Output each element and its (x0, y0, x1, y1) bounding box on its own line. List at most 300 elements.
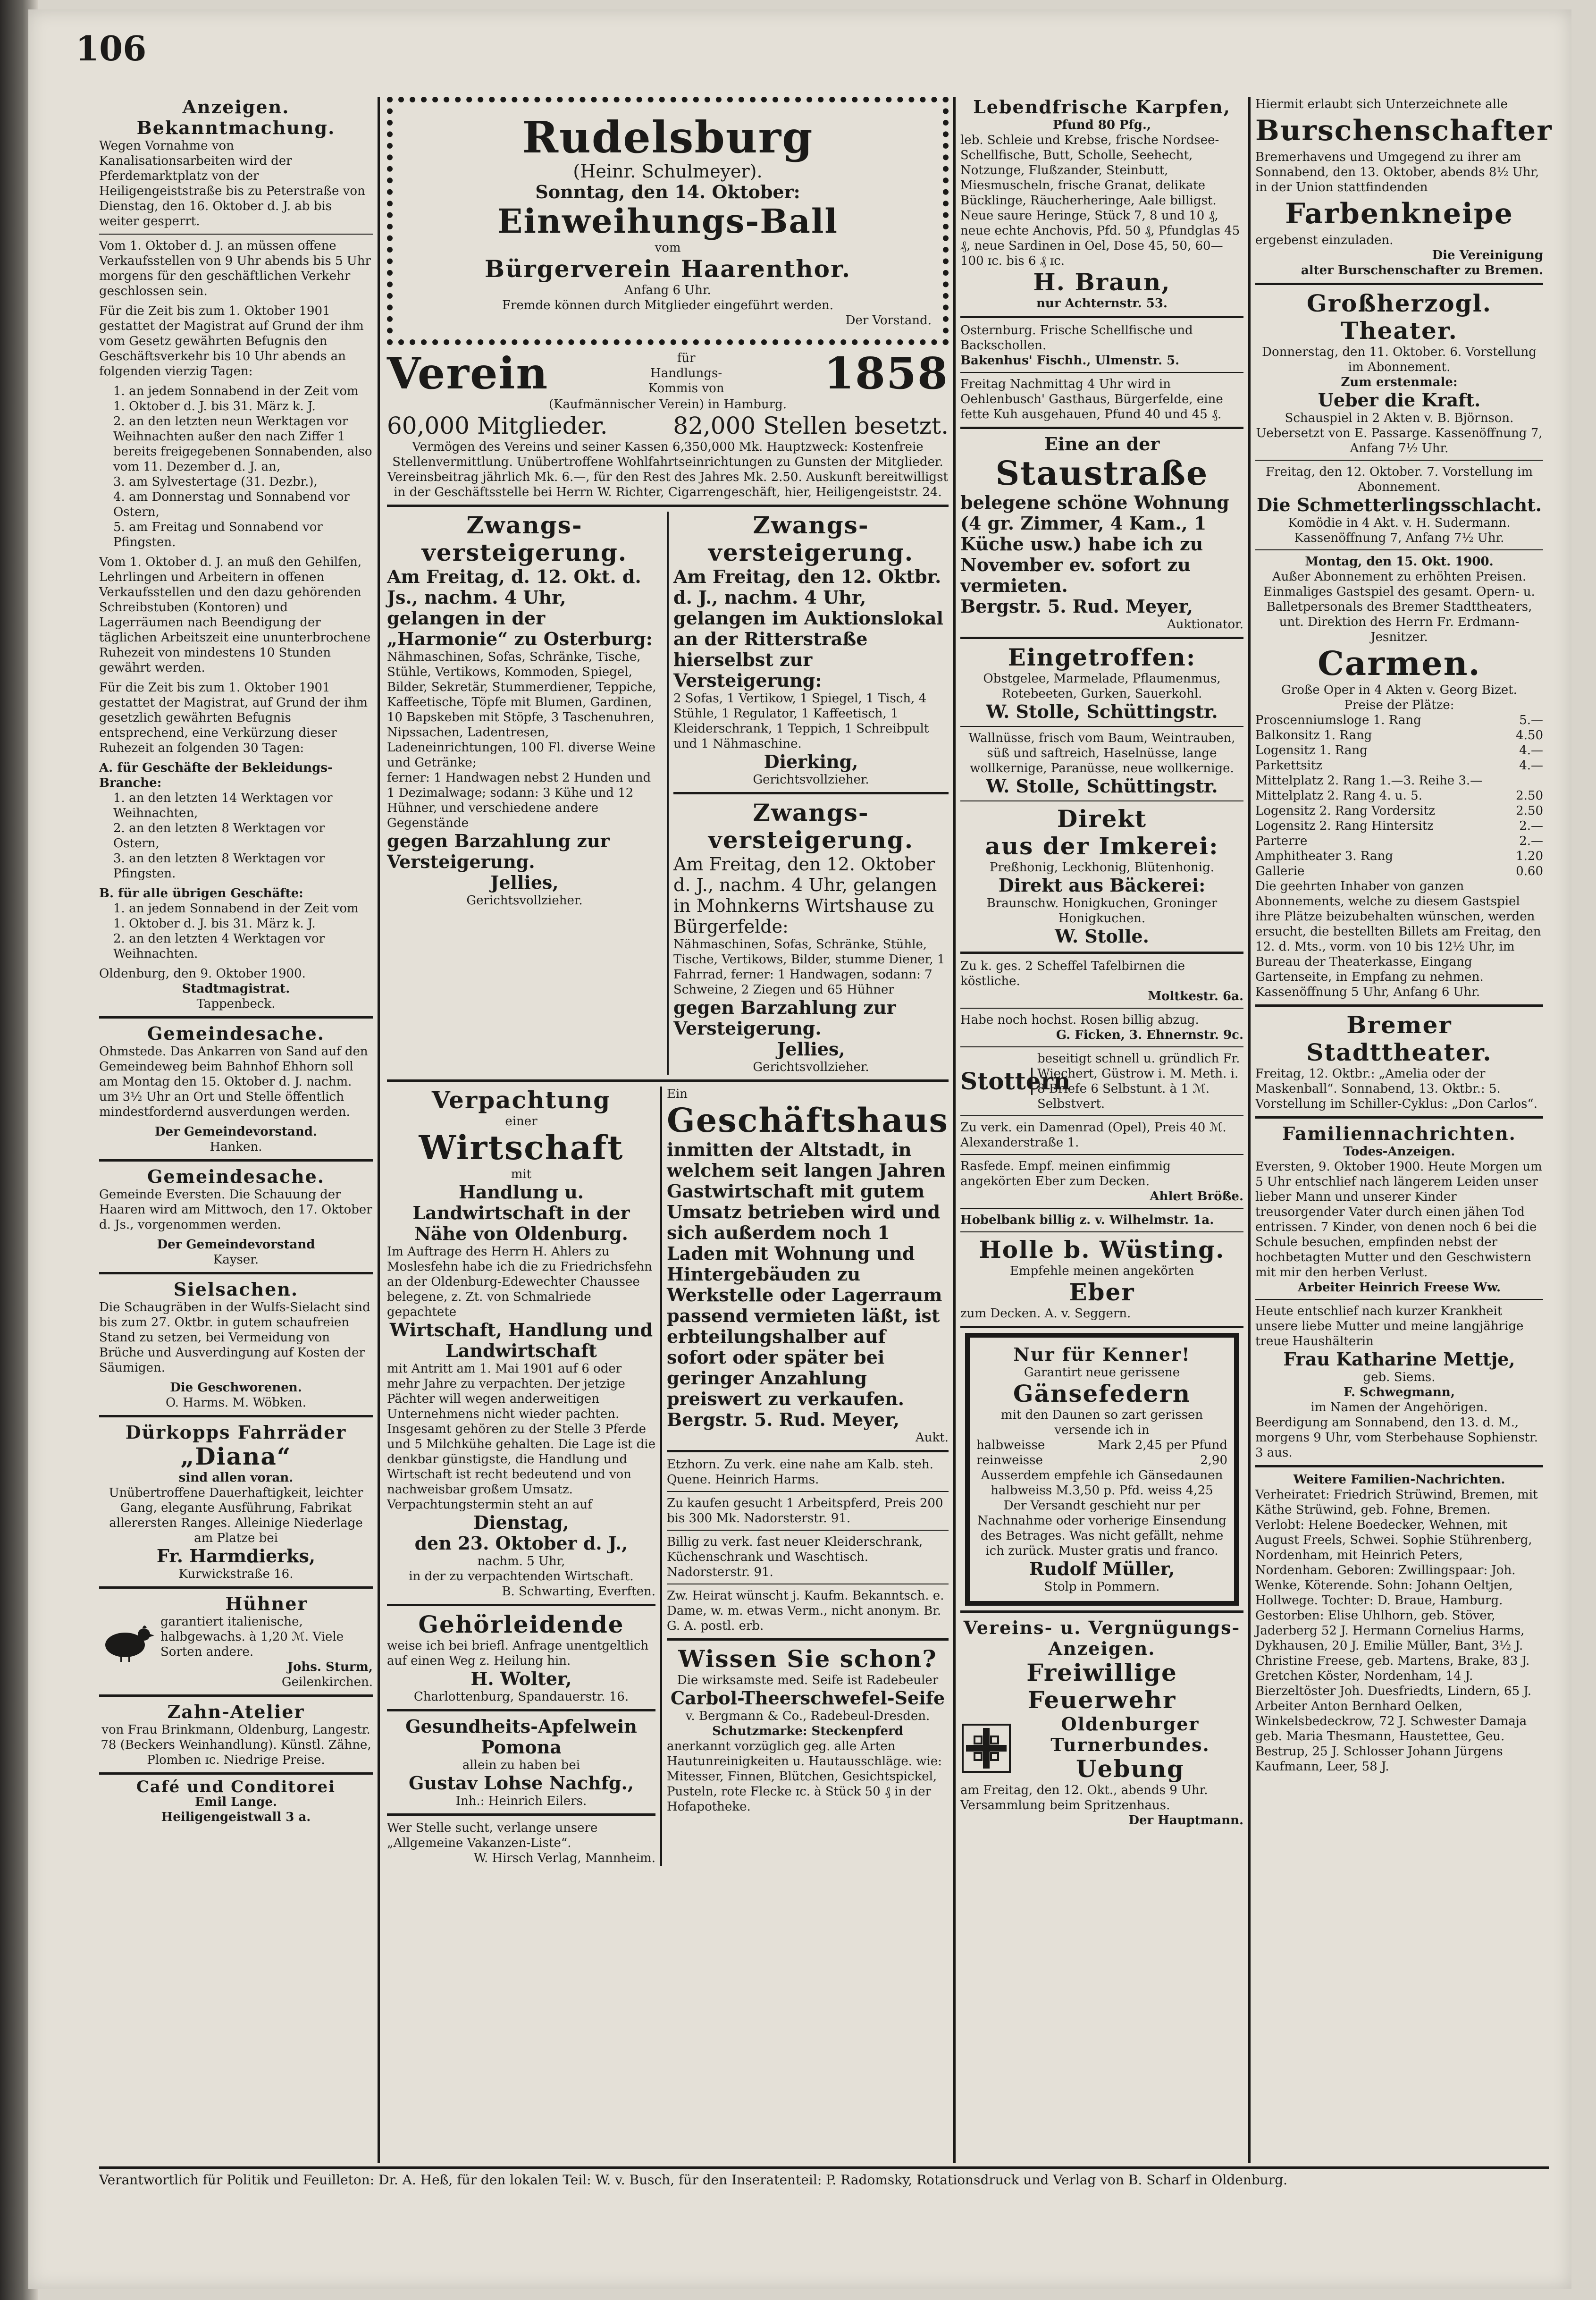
ad-seller: H. Wolter, (470, 1668, 572, 1689)
price-label: Amphitheater 3. Rang (1255, 849, 1393, 863)
ad-text: allein zu haben bei (462, 1758, 580, 1772)
ad-event: Einweihungs-Ball (497, 202, 839, 241)
divider (960, 800, 1243, 801)
ad-title: Nur für Kenner! (1013, 1344, 1191, 1365)
divider (387, 1604, 655, 1606)
list-item: 2. an den letzten neun Werktagen vor Weihnachten außer den nach Ziffer 1 bereits freigegebenen Sonnabenden, also vom 11. Dezember d. J. an, (113, 414, 372, 474)
divider (667, 1491, 949, 1492)
divider (960, 1326, 1243, 1328)
ad-text: Anfang 6 Uhr. (624, 283, 711, 297)
notice-text: Für die Zeit bis zum 1. Oktober 1901 gestattet der Magistrat auf Grund der ihm vom Gesetz gewährten Befugnis den Geschäftsverkehr bis 10 Uhr abends an folgenden vierzig Tagen: (99, 304, 364, 379)
ad-text: beseitigt schnell u. gründlich Fr. Wiechert, Güstrow i. M. Meth. i. 8 Briefe 6 Selbstunt. à 1 ℳ. Selbstvert. (1037, 1052, 1240, 1111)
price-value: 2.50 (1516, 804, 1543, 818)
ad-text: Wer Stelle sucht, verlange unsere „Allgemeine Vakanzen-Liste“. (387, 1821, 598, 1850)
ad-title: Oldenburger Turnerbundes. (1050, 1713, 1210, 1755)
divider (1255, 283, 1543, 285)
divider (960, 726, 1243, 727)
section-subheading: Weitere Familien-Nachrichten. (1293, 1473, 1505, 1487)
ad-text: Preßhonig, Leckhonig, Blütenhonig. (989, 860, 1215, 875)
verein-header (387, 350, 949, 397)
price-value: Mark 2,45 per Pfund (1098, 1438, 1227, 1452)
notice-signature: Der Gemeindevorstand. (155, 1125, 317, 1139)
ad-title: Holle b. Wüsting. (979, 1236, 1225, 1264)
list-item: 3. am Sylvestertage (31. Dezbr.), (113, 475, 318, 489)
ad-text: Nähmaschinen, Sofas, Schränke, Stühle, Tische, Vertikows, Bilder, stumme Diener, 1 Fahrrad, ferner: 1 Handwagen, sodann: 7 Schweine, 2 Ziegen und 65 Hühner (673, 937, 945, 997)
ad-text: mit Antritt am 1. Mai 1901 auf 6 oder mehr Jahre zu verpachten. Der jetzige Pächter will wegen anderweitigen Unternehmens nicht wieder pachten. Insgesamt gehören zu der Stelle 3 Pferde und 5 Milchkühe gehalten. Die Lage ist die denkbar günstigste, die Handlung und Wirtschaft ist recht bedeutend und von nachweisbar großem Umsatz. Verpachtungstermin steht an auf (387, 1362, 655, 1512)
divider (960, 1154, 1243, 1155)
ad-text: Ein (666, 1087, 688, 1101)
notice-text: Vom 1. Oktober d. J. an müssen offene Verkaufsstellen von 9 Uhr abends bis 5 Uhr morgens für den geschäftlichen Verkehr geschlossen sein. (99, 239, 371, 298)
ad-text: Wallnüsse, frisch vom Baum, Weintrauben, süß und saftreich, Haselnüsse, lange wollkernige, Paranüsse, neue wollkernige. (968, 731, 1235, 775)
price-label: Mittelplatz 2. Rang 4. u. 5. (1255, 789, 1422, 803)
section-heading: Anzeigen. (182, 96, 290, 118)
column-4 (1255, 97, 1553, 2163)
price-row (1255, 834, 1543, 849)
ad-text: v. Bergmann & Co., Radebeul-Dresden. (685, 1709, 930, 1723)
ad-text: Am Freitag, den 12. Oktbr. d. J., nachm. 4 Uhr, gelangen im Auktionslokal an der Ritterstraße hierselbst zur Versteigerung: (673, 566, 943, 691)
ad-text: Montag, den 15. Okt. 1900. (1305, 555, 1494, 569)
ad-text: ergebenst einzuladen. (1255, 233, 1394, 247)
ad-title: Gehörleidende (418, 1610, 624, 1638)
classified-text: Freitag Nachmittag 4 Uhr wird in Oehlenbusch' Gasthaus, Bürgerfelde, eine fette Kuh ausgehauen, Pfund 40 und 45 ₰. (960, 377, 1223, 421)
classified-text: Moltkestr. 6a. (1148, 989, 1243, 1003)
notice-list (99, 791, 373, 881)
ad-text: Freitag, den 12. Oktober. 7. Vorstellung im Abonnement. (1266, 465, 1533, 494)
price-label: Proscenniumsloge 1. Rang (1255, 713, 1421, 727)
ad-text: Große Oper in 4 Akten v. Georg Bizet. (1281, 683, 1517, 697)
rudelsburg-ad (387, 97, 949, 345)
ad-text: Braunschw. Honigkuchen, Groninger Honigkuchen. (986, 896, 1218, 926)
price-row (1255, 788, 1543, 803)
column-rule (953, 97, 956, 2163)
ad-title: Zahn-Atelier (167, 1701, 305, 1722)
price-row (1255, 773, 1543, 788)
price-row (1255, 758, 1543, 773)
ad-address: Bergstr. 5. Rud. Meyer, (960, 596, 1193, 617)
ad-title: Verpachtung (431, 1086, 611, 1114)
section-heading: Vereins- u. Vergnügungs-Anzeigen. (963, 1617, 1241, 1659)
price-value: 1.20 (1516, 849, 1543, 863)
divider (667, 1450, 949, 1452)
classified-text: Zu k. ges. 2 Scheffel Tafelbirnen die köstliche. (960, 959, 1185, 988)
lease-ad (387, 1087, 662, 1866)
ad-text: gegen Barzahlung zur Versteigerung. (387, 830, 610, 872)
notice-signature: im Namen der Angehörigen. (1310, 1400, 1488, 1415)
price-row (1255, 728, 1543, 743)
ad-title: Zwangs-versteigerung. (708, 511, 914, 566)
classified-text: Etzhorn. Zu verk. eine nahe am Kalb. steh. Quene. Heinrich Harms. (666, 1458, 933, 1487)
notice-list (99, 384, 373, 550)
ad-text: Zum erstenmale: (1341, 375, 1458, 389)
notice-signature: Hanken. (210, 1140, 262, 1154)
notice-date: Oldenburg, den 9. Oktober 1900. (99, 967, 306, 981)
ad-object: Wirtschaft, Handlung und Landwirtschaft (389, 1319, 653, 1361)
ad-text: leb. Schleie und Krebse, frische Nordsee-Schellfische, Butt, Scholle, Seehecht, Notzunge, Flußzander, Steinbutt, Miesmuscheln, frische Granat, delikate Bücklinge, Räucherheringe, Aale billigst. Neue saure Heringe, Stück 7, 8 und 10 ₰, neue echte Anchovis, Pfd. 50 ₰, Pfundglas 45 ₰, neue Sardinen in Oel, Dose 45, 50, 60—100 ɪc. bis 6 ₰ ɪc. (960, 133, 1240, 268)
divider (387, 1813, 655, 1816)
price-label: Logensitz 1. Rang (1255, 743, 1368, 758)
notice-text: Beerdigung am Sonnabend, den 13. d. M., morgens 9 Uhr, vom Sterbehause Sophienstr. 3 aus. (1255, 1415, 1538, 1460)
ad-text: 2 Sofas, 1 Vertikow, 1 Spiegel, 1 Tisch, 4 Stühle, 1 Regulator, 1 Kaffeetisch, 1 Kleiderschrank, 1 Teppich, 1 Schreibpult und 1 Nähmaschine. (673, 691, 929, 751)
ad-text: Preise der Plätze: (1344, 698, 1454, 712)
price-label: reinweisse (976, 1453, 1043, 1467)
price-table (1255, 713, 1543, 879)
club-ad (960, 1714, 1243, 1783)
ad-title: Burschenschafter (1255, 114, 1553, 147)
ad-address: Charlottenburg, Spandauerstr. 16. (413, 1690, 629, 1704)
ad-title: Staustraße (995, 454, 1209, 493)
ad-text: Fremde können durch Mitglieder eingeführt werden. (502, 298, 834, 312)
ad-title: Zwangs-versteigerung. (421, 511, 628, 566)
divider (99, 1694, 373, 1697)
ad-seller: W. Stolle, Schüttingstr. (986, 775, 1218, 797)
notice-signature: Der Gemeindevorstand (157, 1238, 315, 1252)
ad-address: Stolp in Pommern. (1044, 1580, 1160, 1594)
divider (960, 1610, 1243, 1613)
ad-date: Sonntag, den 14. Oktober: (535, 181, 800, 202)
divider (960, 427, 1243, 429)
ad-text: Donnerstag, den 11. Oktober. 6. Vorstellung im Abonnement. (1262, 345, 1537, 374)
notice-title: Bekanntmachung. (136, 117, 336, 138)
price-label: halbweisse (976, 1438, 1045, 1452)
price-row (1255, 743, 1543, 758)
classified-text: G. Ficken, 3. Ehnernstr. 9c. (1056, 1028, 1243, 1042)
price-label: Mittelplatz 2. Rang 1.—3. Reihe 3.— (1255, 774, 1483, 788)
ad-play: Die Schmetterlingsschlacht. (1257, 494, 1542, 515)
notice-subheading: B. für alle übrigen Geschäfte: (99, 886, 303, 901)
ad-title: Hühner (225, 1593, 308, 1614)
ad-jobs: 82,000 Stellen besetzt. (673, 412, 949, 439)
ad-text: Außer Abonnement zu erhöhten Preisen. Einmaliges Gastspiel des gesamt. Opern- u. Balletpersonals des Bremer Stadttheaters, unt. Direktion des Herrn Fr. Erdmann-Jesnitzer. (1263, 570, 1535, 644)
ad-title: Lebendfrische Karpfen, (973, 96, 1231, 118)
price-label: Gallerie (1255, 864, 1305, 878)
ad-title: Eber (1069, 1278, 1135, 1306)
ad-signature: alter Burschenschafter zu Bremen. (1301, 263, 1543, 278)
ad-text: Unübertroffene Dauerhaftigkeit, leichter Gang, elegante Ausführung, Fabrikat allerersten Ranges. Alleinige Niederlage am Platze bei (109, 1486, 363, 1545)
column-3 (960, 97, 1243, 2163)
classified-text: Bakenhus' Fischh., Ulmenstr. 5. (960, 354, 1180, 368)
ad-title: Verein (387, 348, 549, 399)
ad-address: Kurwickstraße 16. (178, 1567, 294, 1581)
price-label: Balkonsitz 1. Rang (1255, 728, 1372, 742)
list-item: 4. am Donnerstag und Sonnabend vor Ostern, (113, 490, 350, 519)
ad-text: Eine an der (1044, 433, 1160, 455)
ad-address: Geilenkirchen. (281, 1675, 373, 1689)
building-ad (667, 1087, 949, 1866)
notice-text: Vom 1. Oktober d. J. an muß den Gehilfen, Lehrlingen und Arbeitern in offenen Verkaufsstellen und den dazu gehörenden Schreibstuben (Kontoren) und Lagerräumen nach Beendigung der täglichen Arbeitszeit eine ununterbrochene Ruhezeit von mindestens 10 Stunden gewährt werden. (99, 555, 371, 675)
ad-title: Eingetroffen: (1008, 643, 1196, 671)
price-row (1255, 849, 1543, 864)
ad-text: Nähmaschinen, Sofas, Schränke, Tische, Stühle, Vertikows, Kommoden, Spiegel, Bilder, Sekretär, Stummerdiener, Teppiche, Kaffeetische, Töpfe mit Blumen, Gardinen, 10 Bapskeben mit Stöpfe, 3 Taschenuhren, Nipssachen, Ladentresen, Ladeneinrichtungen, 100 Fl. diverse Weine und Getränke; (387, 650, 656, 770)
ad-signature: Jellies, (490, 872, 559, 893)
divider (960, 637, 1243, 639)
notice-signature: Kayser. (213, 1253, 259, 1267)
ad-text: zum Decken. A. v. Seggern. (960, 1306, 1131, 1321)
ad-date: Dienstag, (473, 1512, 569, 1533)
price-value: 2.— (1519, 819, 1543, 833)
notice-signature: Stadtmagistrat. (182, 982, 290, 996)
divider (1255, 1299, 1543, 1300)
ad-text: gegen Barzahlung zur Versteigerung. (673, 997, 896, 1039)
price-row (976, 1453, 1227, 1468)
divider (99, 1272, 373, 1274)
section-subheading: Todes-Anzeigen. (1343, 1145, 1455, 1159)
notice-text: Heute entschlief nach kurzer Krankheit unsere liebe Mutter und meine langjährige treue Haushälterin (1255, 1304, 1524, 1348)
ad-text: Die wirksamste med. Seife ist Radebeuler (677, 1673, 939, 1687)
verein-stats (387, 412, 949, 439)
divider (667, 1638, 949, 1641)
ad-address: Heiligengeistwall 3 a. (161, 1810, 311, 1824)
notice-title: Gemeindesache. (147, 1023, 325, 1044)
divider (1255, 549, 1543, 550)
ad-title: Dürkopps Fahrräder (125, 1422, 347, 1443)
ad-text: Empfehle meinen angekörten (1009, 1264, 1194, 1278)
ad-title: Wirtschaft (419, 1128, 624, 1167)
ad-text: anerkannt vorzüglich geg. alle Arten Hautunreinigkeiten u. Hautausschläge. wie: Mitesser, Finnen, Blütchen, Gesichtspickel, Pusteln, rote Flecke ɪc. à Stück 50 ₰ in der Hofapotheke. (666, 1739, 942, 1814)
price-label: Logensitz 2. Rang Hintersitz (1255, 819, 1434, 833)
price-row (1255, 713, 1543, 728)
ad-title: aus der Imkerei: (985, 832, 1219, 860)
auction-1 (387, 512, 669, 1075)
price-row (976, 1438, 1227, 1453)
notice-text: Wegen Vornahme von Kanalisationsarbeiten wird der Pferdemarktplatz von der Heiligengeiststraße bis zu Peterstraße von Dienstag, den 16. Oktober d. J. ab bis weiter gesperrt. (99, 139, 365, 228)
ad-title: Wissen Sie schon? (678, 1645, 937, 1673)
price-label: Logensitz 2. Rang Vordersitz (1255, 804, 1435, 818)
ad-seller: Emil Lange. (195, 1795, 277, 1809)
price-value: 4.— (1519, 743, 1543, 758)
divider (960, 952, 1243, 954)
notice-signature: F. Schwegmann, (1344, 1385, 1455, 1399)
ad-title: Direkt aus Bäckerei: (998, 875, 1206, 896)
divider (960, 1046, 1243, 1047)
stutter-ad (960, 1051, 1243, 1112)
hens-ad (99, 1593, 373, 1690)
ad-subtitle: sind allen voran. (178, 1471, 294, 1485)
price-label: Parterre (1255, 834, 1308, 848)
list-item: 2. an den letzten 4 Werktagen vor Weihnachten. (113, 932, 325, 961)
ad-brand: Carbol-Theerschwefel-Seife (670, 1687, 945, 1709)
divider (387, 505, 949, 507)
divider (387, 1079, 949, 1082)
price-label: Parkettsitz (1255, 758, 1323, 773)
list-item: 1. an jedem Sonnabend in der Zeit vom 1. Oktober d. J. bis 31. März k. J. (113, 384, 359, 413)
ad-text: am Freitag, den 12. Okt., abends 9 Uhr. Versammlung beim Spritzenhaus. (960, 1783, 1208, 1812)
price-value: 2.— (1519, 834, 1543, 848)
ad-seller: H. Braun, (1033, 268, 1171, 296)
ad-title: Gesundheits-Apfelwein (405, 1716, 637, 1737)
list-item: 3. an den letzten 8 Werktagen vor Pfingsten. (113, 851, 325, 881)
classified-text: Hobelbank billig z. v. Wilhelmstr. 1a. (960, 1213, 1214, 1227)
divider (960, 1208, 1243, 1209)
notice-signature: O. Harms. M. Wöbken. (165, 1396, 306, 1410)
notice-text: Die Schaugräben in der Wulfs-Sielacht sind bis zum 27. Oktbr. in gutem schaufreien Stand zu setzen, bei Vermeidung von Brüche und Ausverdingung auf Kosten der Säumigen. (99, 1300, 370, 1375)
ad-text: Am Freitag, den 12. Oktober d. J., nachm. 4 Uhr, gelangen in Mohnkerns Wirtshause zu Bürgerfelde: (673, 854, 937, 937)
notice-title: Gemeindesache. (147, 1166, 325, 1187)
ad-text: belegene schöne Wohnung (4 gr. Zimmer, 4 Kam., 1 Küche usw.) habe ich zu November ev. sofort zu vermieten. (960, 492, 1229, 596)
ad-seller: W. Stolle, Schüttingstr. (986, 701, 1218, 722)
notice-text: Gemeinde Eversten. Die Schauung der Haaren wird am Mittwoch, den 17. Oktober d. Js., vorgenommen werden. (99, 1188, 372, 1232)
ad-text: Aukt. (916, 1431, 949, 1445)
imprint-footer: Verantwortlich für Politik und Feuilleton: Dr. A. Heß, für den lokalen Teil: W. v. Busch, für den Inseratenteil: P. Radomsky, Rotationsdruck und Verlag von B. Scharf in Oldenburg. (99, 2166, 1549, 2189)
divider (960, 316, 1243, 318)
ad-text: Schutzmarke: Steckenpferd (712, 1724, 903, 1738)
ad-signature: B. Schwarting, Everften. (502, 1584, 655, 1599)
lower-pair (387, 1087, 949, 1866)
ad-title: Geschäftshaus (666, 1101, 949, 1140)
auction-2 (673, 512, 949, 1075)
ad-seller: Johs. Sturm, (287, 1660, 373, 1674)
notice-signature: Die Geschworenen. (170, 1381, 302, 1395)
classified-text: Osternburg. Frische Schellfische und Backschollen. (960, 323, 1193, 353)
classified-text: Zw. Heirat wünscht j. Kaufm. Bekanntsch. e. Dame, w. m. etwas Verm., nicht anonym. Br. G. A. postl. erb. (666, 1589, 944, 1633)
price-value: 4.— (1519, 758, 1543, 773)
notice-title: Sielsachen. (173, 1279, 299, 1300)
classified-text: Rasfede. Empf. meinen einfimmig angekörten Eber zum Decken. (960, 1159, 1171, 1188)
divider (1255, 1116, 1543, 1119)
divider (960, 1115, 1243, 1116)
notice-signature: Tappenbeck. (196, 997, 276, 1011)
ad-text: weise ich bei briefl. Anfrage unentgeltlich auf einen Weg z. Heilung hin. (387, 1639, 649, 1668)
divider (99, 234, 373, 235)
divider (1255, 460, 1543, 461)
ad-text: von Frau Brinkmann, Oldenburg, Langestr. 78 (Beckers Weinhandlung). Künstl. Zähne, Plomben ɪc. Niedrige Preise. (101, 1723, 371, 1767)
price-value: 0.60 (1516, 864, 1543, 878)
ad-address: Bergstr. 5. Rud. Meyer, (666, 1409, 899, 1430)
ad-subtitle: (Kaufmännischer Verein) in Hamburg. (548, 397, 787, 412)
divider (99, 1586, 373, 1589)
price-value: 2,90 (1200, 1453, 1227, 1467)
divider (1255, 1465, 1543, 1467)
column-1 (99, 97, 373, 2163)
list-item: 5. am Freitag und Sonnabend vor Pfingsten. (113, 520, 323, 549)
ad-signature: Gerichtsvollzieher. (753, 1060, 869, 1074)
divider (960, 1231, 1243, 1232)
classified-text: Billig zu verk. fast neuer Kleiderschrank, Küchenschrank und Waschtisch. Nadorsterstr. 91. (666, 1535, 923, 1579)
section-heading: Familiennachrichten. (1282, 1123, 1516, 1144)
ad-play: Carmen. (1318, 644, 1481, 683)
ad-text: garantiert italienische, halbgewachs. à 1,20 ℳ. Viele Sorten andere. (160, 1615, 344, 1659)
ad-text: Komödie in 4 Akt. v. H. Sudermann. Kassenöffnung 7, Anfang 7½ Uhr. (1288, 516, 1511, 545)
price-value: 2.50 (1516, 789, 1543, 803)
ad-signature: Gerichtsvollzieher. (753, 773, 869, 787)
ad-signature: Jellies, (777, 1038, 845, 1060)
price-row (1255, 818, 1543, 834)
ad-text: Der Versandt geschieht nur per Nachnahme oder vorherige Einsendung des Betrages. Was nicht gefällt, nehme ich zurück. Muster gratis und franco. (977, 1499, 1226, 1558)
ad-brand: Pomona (481, 1736, 562, 1758)
list-item: 1. an jedem Sonnabend in der Zeit vom 1. Oktober d. J. bis 31. März k. J. (113, 901, 359, 931)
ad-text: Am Freitag, d. 12. Okt. d. Js., nachm. 4 Uhr, gelangen in der „Harmonie“ zu Osterburg: (387, 566, 653, 649)
notice-text: Ohmstede. Das Ankarren von Sand auf den Gemeindeweg beim Bahnhof Ehhorn soll am Montag den 15. Oktober d. J. nachm. um 3½ Uhr an Ort und Stelle öffentlich mindestfordernd ausverdungen werden. (99, 1045, 368, 1119)
price-value: 5.— (1519, 713, 1543, 727)
divider (960, 372, 1243, 373)
price-value: 4.50 (1516, 728, 1543, 742)
ad-text: Hiermit erlaubt sich Unterzeichnete alle (1255, 97, 1508, 111)
divider (667, 1530, 949, 1531)
classified-text: Ahlert Bröße. (1150, 1189, 1243, 1204)
column-rule (1248, 97, 1251, 2163)
notice-text: Verheiratet: Friedrich Strüwind, Bremen, mit Käthe Strüwind, geb. Fohne, Bremen. Verlobt: Helene Boedecker, Wehnen, mit August Freels, Schwei. Sophie Stührenberg, Nordenham, mit Heinrich Peters, Nordenham. Geboren: Zwillingspaar: Joh. Wenke, Köterende. Sohn: Johann Oeltjen, Hollwege. Tochter: D. Braue, Hamburg. Gestorben: Elise Uhlhorn, geb. Stöver, Jaderberg 52 J. Hermann Cornelius Harms, Dykhausen, 20 J. Emilie Müller, Bant, 3½ J. Christine Freese, geb. Martens, Brake, 83 J. Gretchen Köster, Nordenham, 14 J. Bierzeltöster Joh. Duesfriedts, Lindern, 65 J. Arbeiter Anton Bernhard Oelken, Winkelsbedeckrow, 72 J. Schwester Damaja geb. Maria Thesmann, Haustettee, Geu. Bestrup, 25 J. Schlosser Johann Jürgens Kaufmann, Leer, 58 J. (1255, 1488, 1538, 1774)
ad-title: Stottern (960, 1067, 1071, 1095)
divider (99, 1415, 373, 1417)
ad-event: Farbenkneipe (1285, 197, 1513, 230)
divider (1255, 1004, 1543, 1007)
ad-date: den 23. Oktober d. J., (414, 1533, 628, 1554)
ad-text: Inh.: Heinrich Eilers. (455, 1794, 587, 1808)
divider (99, 1772, 373, 1775)
ad-title: Uebung (1075, 1755, 1185, 1783)
page-number: 106 (76, 28, 147, 68)
column-2 (387, 97, 949, 2163)
ad-text: Auktionator. (1167, 617, 1243, 632)
list-item: 1. an den letzten 14 Werktagen vor Weihnachten, (113, 791, 333, 820)
divider (960, 1008, 1243, 1009)
ad-text: vom (655, 241, 681, 255)
ad-text: Freitag, 12. Oktbr.: „Amelia oder der Maskenball“. Sonnabend, 13. Oktbr.: 5. Vorstellung im Schiller-Cyklus: „Don Carlos“. (1255, 1067, 1538, 1111)
ad-signature: Der Hauptmann. (1128, 1813, 1243, 1828)
hen-icon (99, 1620, 156, 1663)
price-row (1255, 864, 1543, 879)
price-row (1255, 803, 1543, 818)
ad-host: Bürgerverein Haarenthor. (484, 255, 851, 283)
ad-title: Café und Conditorei (136, 1778, 336, 1796)
feathers-ad (965, 1333, 1239, 1606)
list-item: 2. an den letzten 8 Werktagen vor Ostern, (113, 821, 325, 851)
notice-list (99, 901, 373, 961)
ad-text: Vermögen des Vereins und seiner Kassen 6,350,000 Mk. Hauptzweck: Kostenfreie Stellenvermittlung. Unübertroffene Wohlfahrtseinrichtungen zu Gunsten der Mitglieder. Vereinsbeitrag jährlich Mk. 6.—, für den Rest des Jahres Mk. 2.50. Auskunft bereitwilligst in der Geschäftsstelle bei Herrn W. Richter, Cigarrengeschäft, hier, Heiligengeiststr. 24. (387, 440, 948, 499)
ad-text: Schauspiel in 2 Akten v. B. Björnson. Uebersetzt von E. Passarge. Kassenöffnung 7, Anfang 7½ Uhr. (1256, 411, 1543, 455)
classified-text: Habe noch hochst. Rosen billig abzug. (960, 1013, 1199, 1027)
ad-signature: Die Vereinigung (1432, 248, 1543, 262)
notice-text: geb. Siems. (1363, 1370, 1436, 1384)
notice-text: Für die Zeit bis zum 1. Oktober 1901 gestattet der Magistrat, auf Grund der ihm gesetzlich gewährten Befugnis entsprechend, eine Verkürzung dieser Ruhezeit an folgenden 30 Tagen: (99, 681, 368, 755)
ad-signature: Dierking, (764, 751, 858, 772)
divider (99, 1159, 373, 1162)
ad-text: Im Auftrage des Herrn H. Ahlers zu Moslesfehn habe ich die zu Friedrichsfehn an der Oldenburg-Edewechter Chaussee belegene, z. Zt. von Schmalriede gepachtete (387, 1245, 652, 1319)
notice-name: Frau Katharine Mettje, (1283, 1348, 1515, 1370)
ad-text: in der zu verpachtenden Wirtschaft. (409, 1569, 634, 1584)
ad-title: Zwangs-versteigerung. (708, 799, 914, 854)
ad-text: mit (511, 1167, 532, 1181)
ad-text: ferner: 1 Handwagen nebst 2 Hunden und 1 Dezimalwage; sodann: 3 Kühe und 12 Hühner, und verschiedene andere Gegenstände (387, 771, 651, 830)
classified-text: Zu verk. ein Damenrad (Opel), Preis 40 ℳ. Alexanderstraße 1. (960, 1121, 1226, 1150)
ad-text: mit den Daunen so zart gerissen versende ich in (1000, 1408, 1203, 1437)
ad-brand: Gänsefedern (1013, 1380, 1191, 1407)
classified-text: Zu kaufen gesucht 1 Arbeitspferd, Preis 200 bis 300 Mk. Nadorsterstr. 91. (666, 1496, 943, 1525)
ad-price: Pfund 80 Pfg., (1052, 118, 1151, 132)
ad-seller: W. Stolle. (1055, 926, 1149, 947)
ad-signature: W. Hirsch Verlag, Mannheim. (473, 1851, 655, 1865)
notice-signature: Arbeiter Heinrich Freese Ww. (1297, 1281, 1501, 1295)
divider (387, 1709, 655, 1711)
ad-text: Die geehrten Inhaber von ganzen Abonnements, welche zu diesem Gastspiel ihre Plätze beizubehalten wünschen, werden ersucht, die bestellten Billets am Freitag, den 12. d. Mts., vorm. von 10 bis 12½ Uhr, im Bureau der Theaterkasse, Eingang Gartenseite, in Empfang zu nehmen. Kassenöffnung 5 Uhr, Anfang 6 Uhr. (1255, 879, 1541, 999)
ad-seller: Rudolf Müller, (1029, 1558, 1175, 1579)
auction-pair (387, 512, 949, 1075)
divider (673, 792, 949, 794)
ad-title: Rudelsburg (522, 112, 814, 163)
ad-signature: Gerichtsvollzieher. (466, 893, 583, 908)
ad-text: einer (505, 1114, 538, 1129)
ad-seller: Fr. Harmdierks, (156, 1545, 316, 1567)
ad-members: 60,000 Mitglieder. (387, 412, 608, 439)
ad-title: Großherzogl. Theater. (1307, 289, 1492, 345)
divider (99, 1016, 373, 1019)
ad-subtitle: Handlung u. Landwirtschaft in der Nähe von Oldenburg. (412, 1181, 630, 1244)
ad-play: Ueber die Kraft. (1318, 389, 1481, 411)
ad-text: inmitten der Altstadt, in welchem seit langen Jahren Gastwirtschaft mit gutem Umsatz betrieben wird und sich außerdem noch 1 Laden mit Wohnung und Hintergebäuden zu Werkstelle oder Lagerraum passend vermieten läßt, ist erbteilungshalber auf sofort oder später bei geringer Anzahlung preiswert zu verkaufen. (666, 1139, 946, 1409)
ad-title: Direkt (1057, 805, 1147, 833)
ad-year: 1858 (823, 348, 949, 399)
column-rule (378, 97, 380, 2163)
ad-title: Bremer Stadttheater. (1306, 1011, 1492, 1066)
